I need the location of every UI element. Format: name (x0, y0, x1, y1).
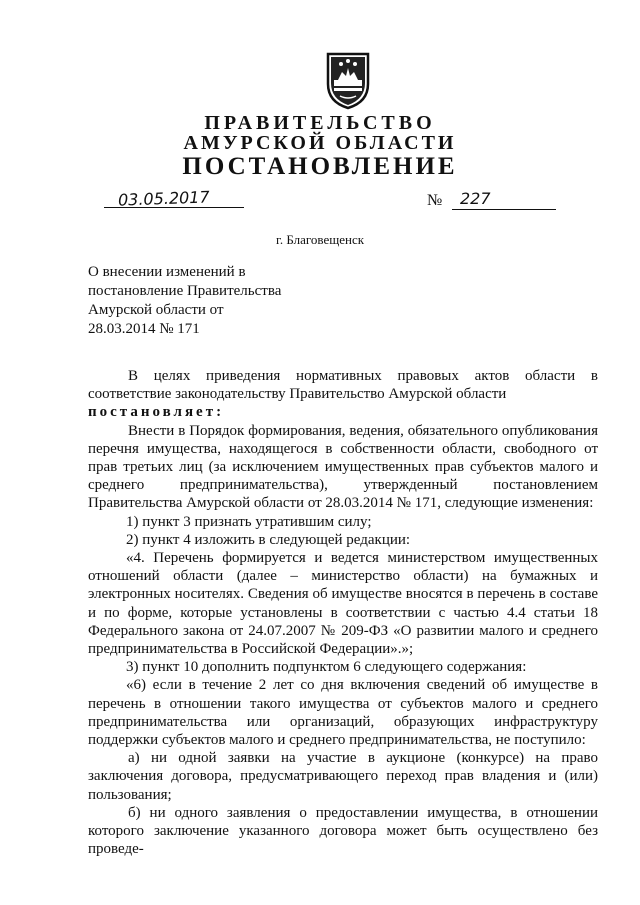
subject-line: постановление Правительства (88, 283, 282, 299)
government-name-line1: ПРАВИТЕЛЬСТВО (204, 112, 436, 134)
intro-paragraph: В целях приведения нормативных правовых актов области в соответствие законодательству Правительство Амурской области (88, 368, 598, 403)
document-body (88, 367, 598, 858)
point-b: б) ни одного заявления о предоставлении имущества, в отношении которого заключение указанного договора может быть осуществлено без проведе- (88, 804, 598, 858)
quoted-subpoint-6: «6) если в течение 2 лет со дня включения сведений об имуществе в перечень в отношении такого имущества от субъектов малого и среднего предпринимательства или организаций, образующих инфраструктуру поддержки субъектов малого и среднего предпринимательства, не поступило: (88, 677, 598, 749)
item-1-paragraph: Внести в Порядок формирования, ведения, обязательного опубликования перечня имущества, находящегося в собственности области, свободного от прав третьих лиц (за исключением имущественных прав субъектов малого и среднего предпринимательства), утвержденный постановлением Правительства Амурской области от 28.03.2014 № 171, следующие изменения: (88, 422, 598, 512)
document-number: 227 (460, 189, 491, 208)
document-date: 03.05.2017 (117, 187, 210, 210)
document-subject (88, 263, 281, 339)
subitem-1: 1) пункт 3 признать утратившим силу; (126, 513, 372, 530)
subject-line: О внесении изменений в (88, 264, 246, 280)
coat-of-arms-icon (324, 50, 372, 110)
date-underline (104, 207, 244, 208)
decides-keyword: постановляет: (88, 404, 225, 421)
number-label: № (427, 192, 443, 209)
number-underline (452, 209, 556, 210)
document-type-title: ПОСТАНОВЛЕНИЕ (182, 153, 458, 180)
government-name-line2: АМУРСКОЙ ОБЛАСТИ (183, 132, 457, 154)
point-a: а) ни одной заявки на участие в аукционе (конкурсе) на право заключения договора, предусматривающего переход прав владения и (или) пользования; (88, 750, 598, 803)
issue-city: г. Благовещенск (275, 232, 365, 247)
quoted-point-4: «4. Перечень формируется и ведется министерством имущественных отношений области (далее – министерство области) на бумажных и электронных носителях. Сведения об имуществе вносятся в перечень в составе и по форме, которые установлены в соответствии с частью 4.4 статьи 18 Федерального закона от 24.07.2007 № 209-ФЗ «О развитии малого и среднего предпринимательства в Российской Федерации».»; (88, 550, 598, 658)
subject-line: 28.03.2014 № 171 (88, 321, 200, 337)
subitem-3: 3) пункт 10 дополнить подпунктом 6 следующего содержания: (126, 659, 527, 676)
subject-line: Амурской области от (88, 302, 224, 318)
subitem-2: 2) пункт 4 изложить в следующей редакции: (126, 531, 411, 548)
